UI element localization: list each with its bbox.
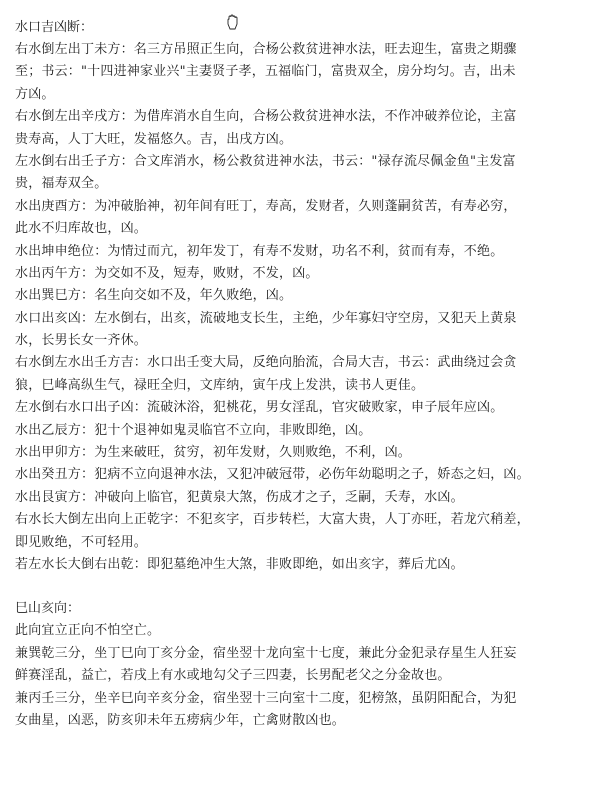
text-line: 兼巽乾三分，坐丁巳向丁亥分金，宿坐翌十龙向室十七度，兼此分金犯录存星生人狂妄: [15, 645, 517, 661]
text-line: 贵，福寿双全。: [15, 176, 108, 192]
text-line: 水出艮寅方：冲破向上临官，犯黄泉大煞，伤成才之子，乏嗣，夭寿，水凶。: [15, 489, 464, 505]
text-line: 兼丙壬三分，坐辛巳向辛亥分金，宿坐翌十三向室十二度，犯榜煞，虽阴阳配合，为犯: [15, 690, 517, 706]
text-line: 水出甲卯方：为生来破旺，贫穷，初年发财，久则败绝，不利，凶。: [15, 445, 412, 461]
text-line: 右水长大倒左出向上正乾字：不犯亥字，百步转栏，大富大贵，人丁亦旺，若龙穴稍差，: [15, 512, 530, 528]
text-line: 即见败绝，不可轻用。: [15, 534, 148, 550]
text-line: 贵寿高，人丁大旺，发福悠久。吉，出戌方凶。: [15, 131, 293, 147]
hand-cursor-icon: [224, 14, 240, 30]
section-spacer: [15, 576, 582, 598]
text-line: 女曲星，凶恶，防亥卯未年五痨病少年，亡禽财散凶也。: [15, 712, 346, 728]
text-line: 此向宜立正向不怕空亡。: [15, 623, 161, 639]
text-line: 水出巽巳方：名生向交如不及，年久败绝，凶。: [15, 288, 293, 304]
text-line: 此水不归库故也，凶。: [15, 221, 148, 237]
text-line: 水出癸丑方：犯病不立向退神水法，又犯冲破冠带，必伤年幼聪明之子，娇态之妇，凶。: [15, 467, 530, 483]
text-line: 水出坤申绝位：为情过而亢，初年发丁，有寿不发财，功名不利，贫而有寿，不绝。: [15, 243, 504, 259]
text-line: 右水倒左出丁未方：名三方吊照正生向，合杨公救贫进神水法，旺去迎生，富贵之期骤: [15, 42, 517, 57]
text-line: 鲜赛淫乱，益亡，若戌上有水或地勾父子三四妻，长男配老父之分金故也。: [15, 668, 451, 684]
text-line: 方凶。: [15, 86, 55, 102]
text-line: 左水倒右水口出子凶：流破沐浴，犯桃花，男女淫乱，官灾破败家，申子辰年应凶。: [15, 400, 504, 416]
text-line: 水出庚酉方：为冲破胎神，初年间有旺丁，寿高，发财者，久则蓬嗣贫苦，有寿必穷，: [15, 198, 517, 214]
text-line: 右水倒左水出壬方吉：水口出壬变大局，反绝向胎流，合局大吉，书云：武曲绕过会贪: [15, 355, 517, 371]
section-si-mountain-body: [15, 620, 582, 732]
text-line: 水，长男长女一齐休。: [15, 333, 148, 349]
section-water-outlet-body: [15, 39, 582, 576]
text-line: 水口出亥凶：左水倒右，出亥，流破地支长生，主绝，少年寡妇守空房，又犯天上黄泉: [15, 310, 517, 326]
section-title-si-mountain: 巳山亥向：: [15, 601, 81, 617]
section-title-water-outlet: 水口吉凶断：: [15, 20, 94, 35]
text-line: 若左水长大倒右出乾：即犯墓绝冲生大煞，非败即绝，如出亥字，葬后尤凶。: [15, 556, 464, 572]
text-line: 至；书云："十四进神家业兴"主妻贤子孝，五福临门，富贵双全，房分均匀。吉，出未: [15, 64, 516, 80]
text-line: 水出丙午方：为交如不及，短寿，败财，不发，凶。: [15, 265, 319, 281]
text-line: 水出乙辰方：犯十个退神如鬼灵临官不立向，非败即绝，凶。: [15, 422, 372, 438]
text-line: 左水倒右出壬子方：合文库消水，杨公救贫进神水法，书云："禄存流尽佩金鱼"主发富: [15, 153, 516, 169]
text-line: 右水倒左出辛戌方：为借库消水自生向，合杨公救贫进神水法，不作冲破养位论，主富: [15, 109, 517, 125]
text-line: 狼，巳峰高纵生气，禄旺全归，文库纳，寅午戌上发洪，读书人更佳。: [15, 377, 425, 393]
